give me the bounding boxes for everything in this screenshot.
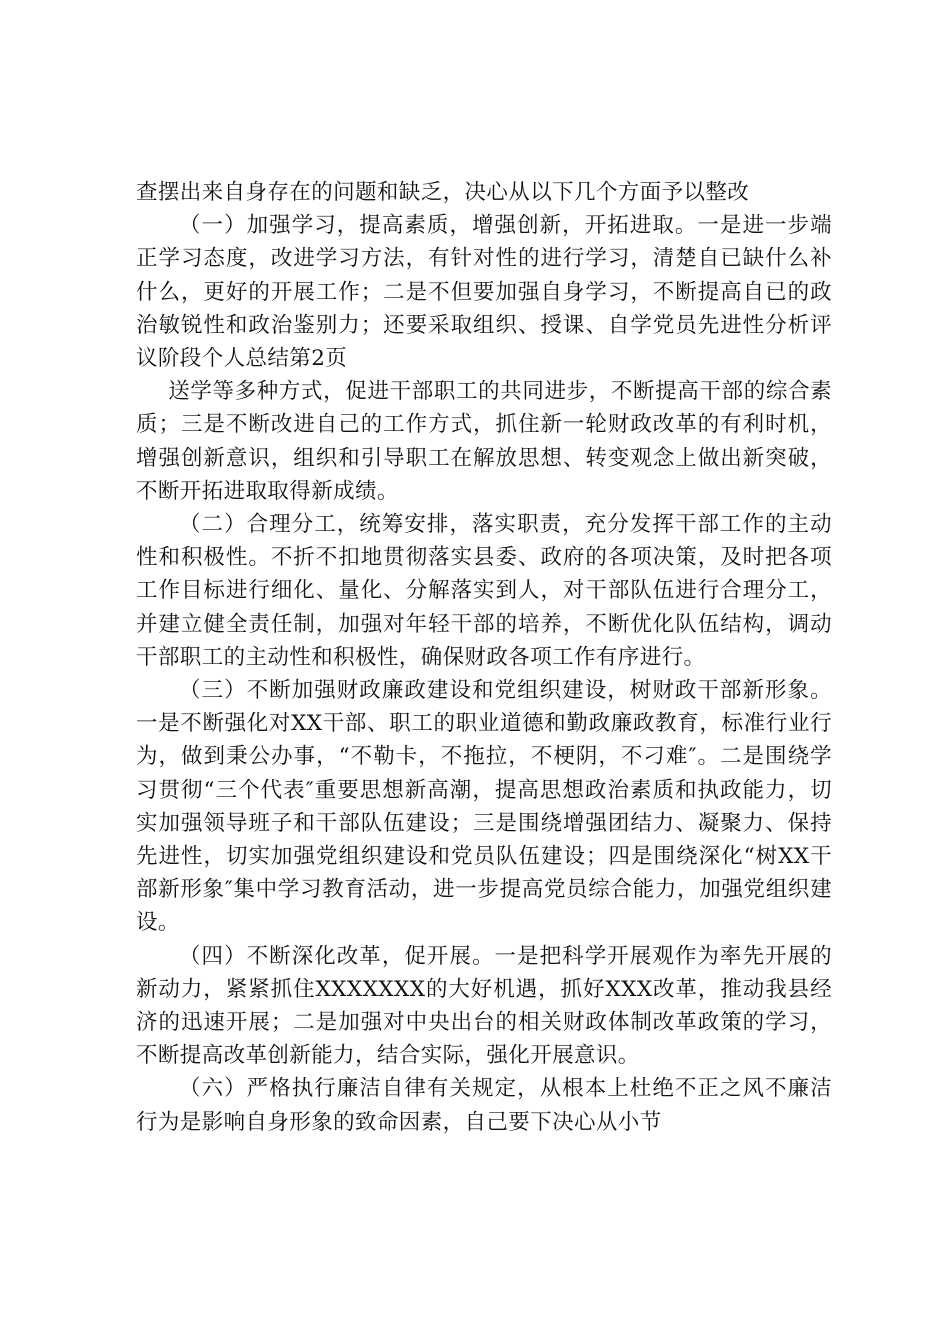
paragraph-section-4: （四）不断深化改革，促开展。一是把科学开展观作为率先开展的新动力，紧紧抓住XXXXXXX的大好机遇，抓好XXX改革，推动我县经济的迅速开展；二是加强对中央出台的相关财政体制改革政策的学习，不断提高改革创新能力，结合实际，强化开展意识。	[136, 943, 832, 1069]
paragraph-section-6: （六）严格执行廉洁自律有关规定，从根本上杜绝不正之风不廉洁行为是影响自身形象的致命因素，自己要下决心从小节	[136, 1076, 832, 1135]
document-body	[136, 176, 832, 1139]
paragraph-section-3: （三）不断加强财政廉政建设和党组织建设，树财政干部新形象。一是不断强化对XX干部、职工的职业道德和勤政廉政教育，标准行业行为，做到秉公办事，“不勒卡，不拖拉，不梗阴，不刁难″。二是围绕学习贯彻“三个代表″重要思想新高潮，提高思想政治素质和执政能力，切实加强领导班子和干部队伍建设；三是围绕增强团结力、凝聚力、保持先进性，切实加强党组织建设和党员队伍建设；四是围绕深化“树XX干部新形象″集中学习教育活动，进一步提高党员综合能力，加强党组织建设。	[136, 678, 832, 936]
paragraph-section-1-continued: 送学等多种方式，促进干部职工的共同进步，不断提高干部的综合素质；三是不断改进自己的工作方式，抓住新一轮财政改革的有利时机，增强创新意识，组织和引导职工在解放思想、转变观念上做出新突破，不断开拓进取取得新成绩。	[136, 379, 832, 504]
paragraph-section-1: （一）加强学习，提高素质，增强创新，开拓进取。一是进一步端正学习态度，改进学习方法，有针对性的进行学习，清楚自已缺什么补什么，更好的开展工作；二是不但要加强自身学习，不断提高自已的政治敏锐性和政治鉴别力；还要采取组织、授课、自学党员先进性分析评议阶段个人总结第2页	[136, 213, 832, 372]
paragraph-intro: 查摆出来自身存在的问题和缺乏，决心从以下几个方面予以整改	[136, 180, 750, 205]
paragraph-section-2: （二）合理分工，统筹安排，落实职责，充分发挥干部工作的主动性和积极性。不折不扣地贯彻落实县委、政府的各项决策，及时把各项工作目标进行细化、量化、分解落实到人，对干部队伍进行合理分工，并建立健全责任制，加强对年轻干部的培养，不断优化队伍结构，调动干部职工的主动性和积极性，确保财政各项工作有序进行。	[136, 512, 832, 670]
